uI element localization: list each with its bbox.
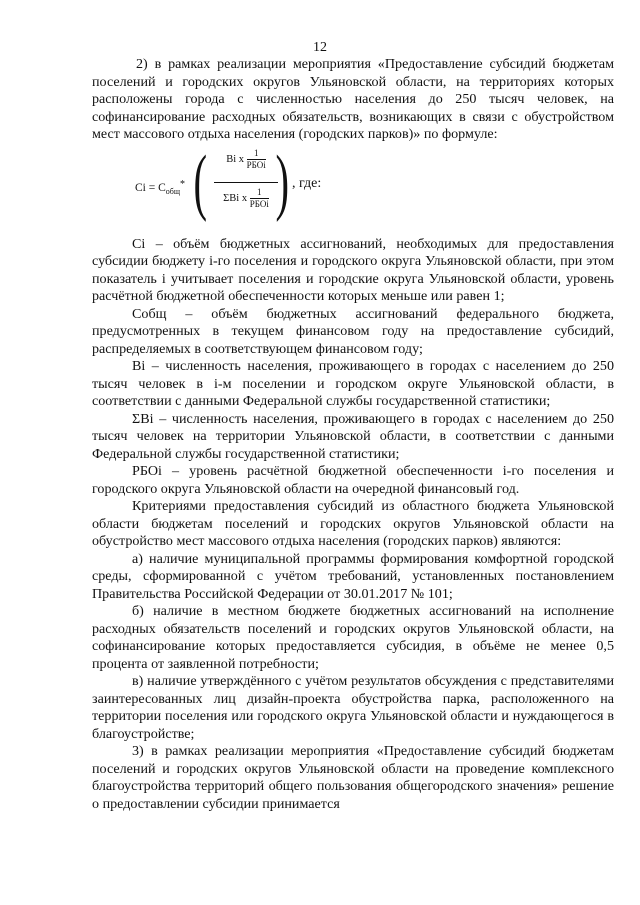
formula-lhs bbox=[135, 176, 185, 201]
formula-num-inner-numerator: 1 bbox=[247, 148, 266, 160]
formula-lhs-star: * bbox=[180, 178, 186, 190]
formula-lhs-text: Ci = C bbox=[135, 181, 166, 194]
formula-right-paren: ) bbox=[275, 140, 290, 223]
formula-left-paren: ( bbox=[193, 140, 208, 223]
formula-numerator bbox=[212, 148, 280, 182]
definition-cobsh: Cобщ – объём бюджетных ассигнований федерального бюджета, предусмотренных в текущем финансовом году на предоставление субсидий, распределяемых в соответствующем финансовом году; bbox=[92, 305, 614, 357]
formula-den-inner-fraction bbox=[250, 187, 269, 210]
intro-paragraph: 2) в рамках реализации мероприятия «Предоставление субсидий бюджетам поселений и городских округов Ульяновской области, на территориях которых расположены города с численностью населения до 250 тысяч человек, на софинансирование расходных обязательств, возникающих в связи с обустройством мест массового отдыха населения (городских парков)» по формуле: bbox=[92, 56, 614, 142]
formula-num-inner-fraction bbox=[247, 148, 266, 171]
criterion-v: в) наличие утверждённого с учётом результатов обсуждения с представителями заинтересованных лиц дизайн-проекта обустройства парка, расположенного на территории поселения или городского округа Ульяновской области и нуждающегося в благоустройстве; bbox=[92, 673, 614, 742]
criterion-b: б) наличие в местном бюджете бюджетных ассигнований на исполнение расходных обязательств поселений и городских округов Ульяновской области, на софинансирование которых предоставляется субсидия, в объёме не менее 0,5 процента от заявленной потребности; bbox=[92, 603, 614, 672]
formula-den-inner-numerator: 1 bbox=[250, 187, 269, 199]
document-body bbox=[92, 56, 614, 813]
formula-den-inner-denominator: РБОi bbox=[249, 198, 269, 209]
criterion-a: а) наличие муниципальной программы формирования комфортной городской среды, сформированной с учётом требований, установленных постановлением Правительства Российской Федерации от 30.01.2017 № 101; bbox=[92, 550, 614, 602]
criteria-intro: Критериями предоставления субсидий из областного бюджета Ульяновской области бюджетам поселений и городских округов Ульяновской области на обустройство мест массового отдыха населения (городских парков) являются: bbox=[92, 498, 614, 549]
formula-num-inner-denominator: РБОi bbox=[246, 159, 266, 170]
formula-den-prefix: ΣBi x bbox=[223, 192, 248, 204]
definition-bi: Bi – численность населения, проживающего в городах с населением до 250 тысяч человек в i-м поселении и городском округе Ульяновской области, в соответствии с данными Федеральной службы государственной статистики; bbox=[92, 358, 614, 409]
formula-denominator bbox=[212, 183, 280, 221]
definition-rboi: РБОi – уровень расчётной бюджетной обеспеченности i-го поселения и городского округа Ульяновской области на очередной финансовый год. bbox=[92, 463, 614, 497]
definition-ci: Ci – объём бюджетных ассигнований, необходимых для предоставления субсидии бюджету i-го поселения и городского округа Ульяновской области, при этом показатель i учитывает поселения и городские округа Ульяновской области, уровень расчётной бюджетной обеспеченности которых меньше или равен 1; bbox=[92, 235, 614, 304]
page-number: 12 bbox=[313, 40, 327, 55]
formula-fraction bbox=[212, 148, 280, 221]
item-3-paragraph: 3) в рамках реализации мероприятия «Предоставление субсидий бюджетам поселений и городских округов Ульяновской области на проведение комплексного благоустройства территорий общего пользования общегородского значения» решение о предоставлении субсидии принимается bbox=[92, 743, 614, 812]
formula-lhs-subscript: общ bbox=[165, 186, 181, 196]
formula-where: , где: bbox=[292, 175, 322, 191]
subsidy-formula bbox=[92, 140, 614, 223]
definition-sum-bi: ΣBi – численность населения, проживающего в городах с населением до 250 тысяч человек на территории Ульяновской области, в соответствии с данными Федеральной службы государственной статистики; bbox=[92, 410, 614, 462]
formula-num-prefix: Bi x bbox=[226, 153, 245, 165]
